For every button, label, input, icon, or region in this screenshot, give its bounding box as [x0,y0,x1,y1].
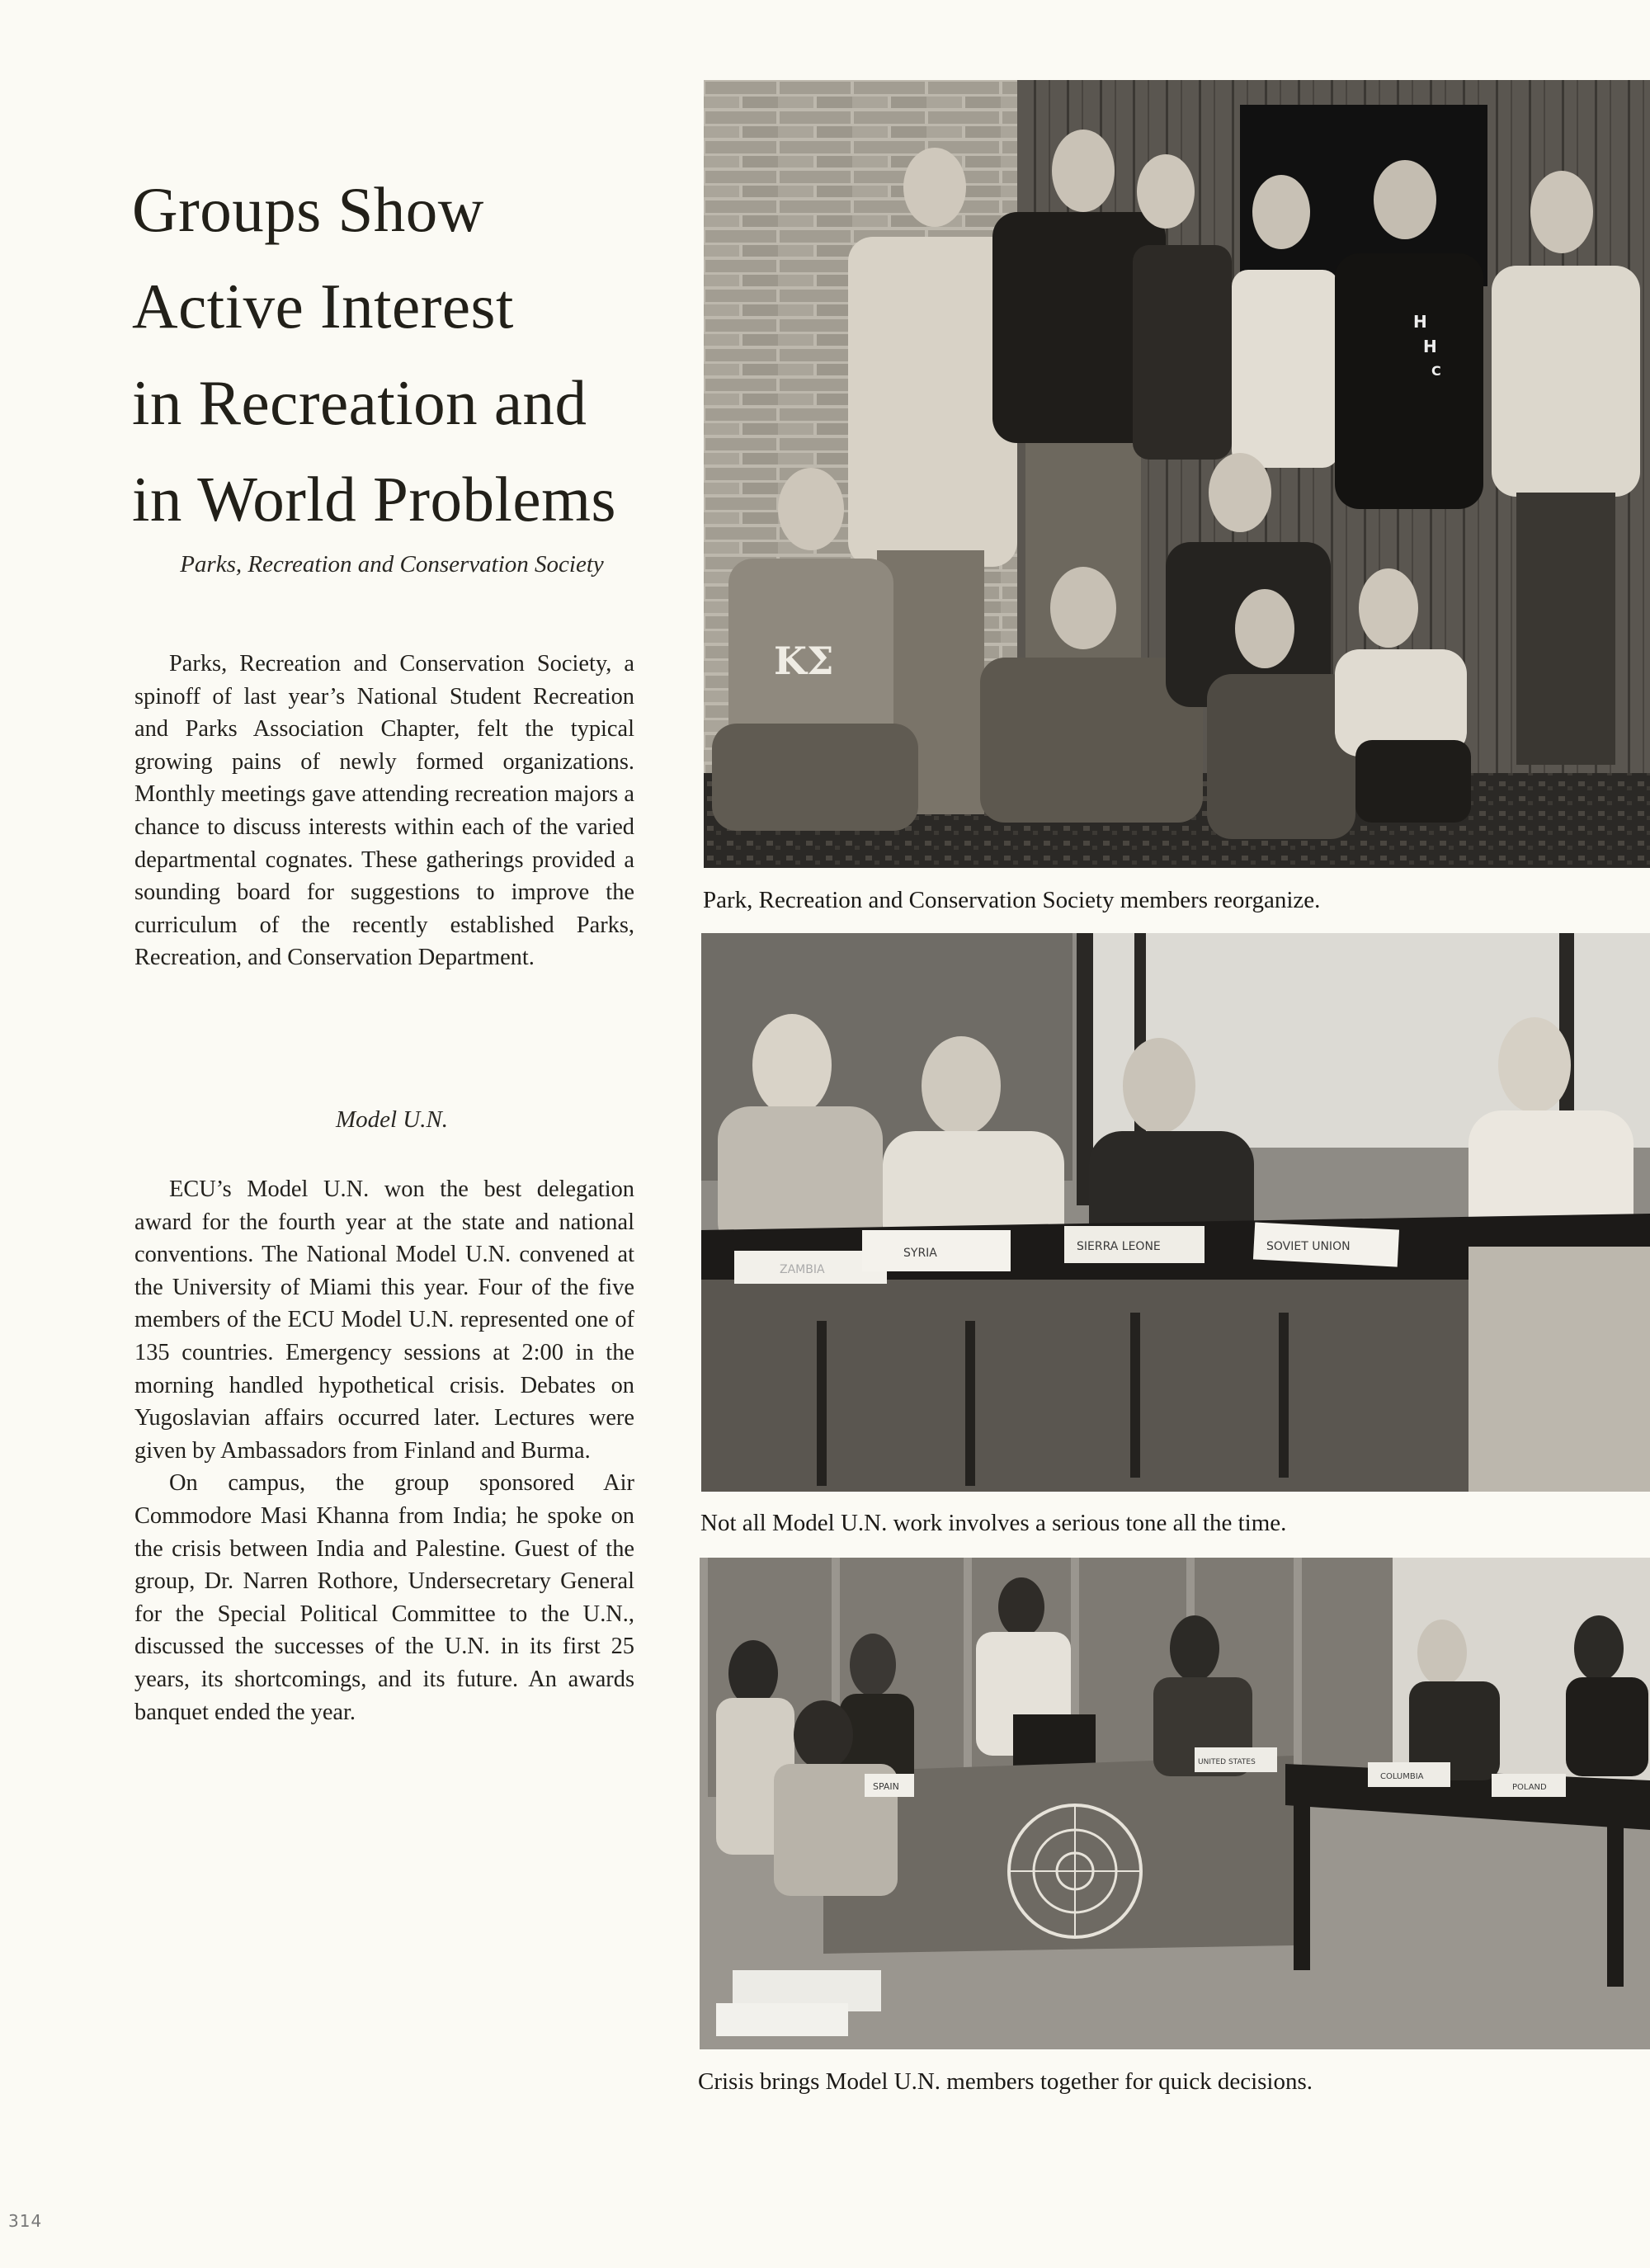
section-body-model-un [134,1173,634,1728]
paragraph: ECU’s Model U.N. won the best delegation award for the fourth year at the state and national conventions. The National Model U.N. convened at the University of Miami this year. Four of the five members of the ECU Model U.N. represented one of 135 countries. Emergency sessions at 2:00 in the morning handled hypothetical crisis. Debates on Yugoslavian affairs occurred later. Lectures were given by Ambassadors from Finland and Burma. [134,1176,634,1464]
section-subhead-parks: Parks, Recreation and Conservation Society [180,551,604,578]
placard-poland: POLAND [1512,1783,1547,1792]
placard-columbia: COLUMBIA [1380,1772,1424,1781]
headline-line: Active Interest [132,271,514,342]
headline-line: in World Problems [132,464,616,535]
group-photo-image [704,80,1650,868]
shirt-letters: ΚΣ [774,639,834,683]
headline-line: in Recreation and [132,367,587,438]
paragraph: On campus, the group sponsored Air Commodore Masi Khanna from India; he spoke on the crisis between India and Palestine. Guest of the group, Dr. Narren Rothore, Undersecretary General for the Special Political Committee to the U.N., discussed the successes of the U.N. in its first 25 years, its shortcomings, and its future. An awards banquet ended the year. [134,1470,634,1725]
placard-zambia: ZAMBIA [780,1263,825,1276]
model-un-table-image [701,933,1650,1492]
jacket-letter: H [1423,337,1437,356]
photo-model-un-session [700,1558,1650,2049]
page-headline [132,162,693,548]
placard-united-states: UNITED STATES [1198,1758,1256,1766]
page-number: 314 [8,2211,43,2231]
jacket-letter: H [1413,312,1427,332]
placard-syria: SYRIA [903,1247,937,1260]
placard-spain: SPAIN [873,1781,899,1792]
jacket-letter: C [1431,363,1441,379]
photo-parks-society-group [704,80,1650,868]
photo-model-un-laughing [701,933,1650,1492]
section-subhead-model-un: Model U.N. [335,1106,449,1133]
photo-caption: Crisis brings Model U.N. members together for quick decisions. [698,2068,1313,2095]
photo-caption: Park, Recreation and Conservation Society members reorganize. [703,887,1321,913]
section-body-parks [134,648,634,974]
photo-caption: Not all Model U.N. work involves a serious tone all the time. [700,1510,1287,1536]
model-un-session-image [700,1558,1650,2049]
headline-line: Groups Show [132,174,484,245]
placard-sierra-leone: SIERRA LEONE [1077,1240,1161,1253]
placard-soviet-union: SOVIET UNION [1266,1240,1351,1253]
paragraph: Parks, Recreation and Conservation Society, a spinoff of last year’s National Student Recreation and Parks Association Chapter, felt the typical growing pains of newly formed organizations. Monthly meetings gave attending recreation majors a chance to discuss interests within each of the varied departmental cognates. These gatherings provided a sounding board for suggestions to improve the curriculum of the recently established Parks, Recreation, and Conservation Department. [134,651,634,971]
